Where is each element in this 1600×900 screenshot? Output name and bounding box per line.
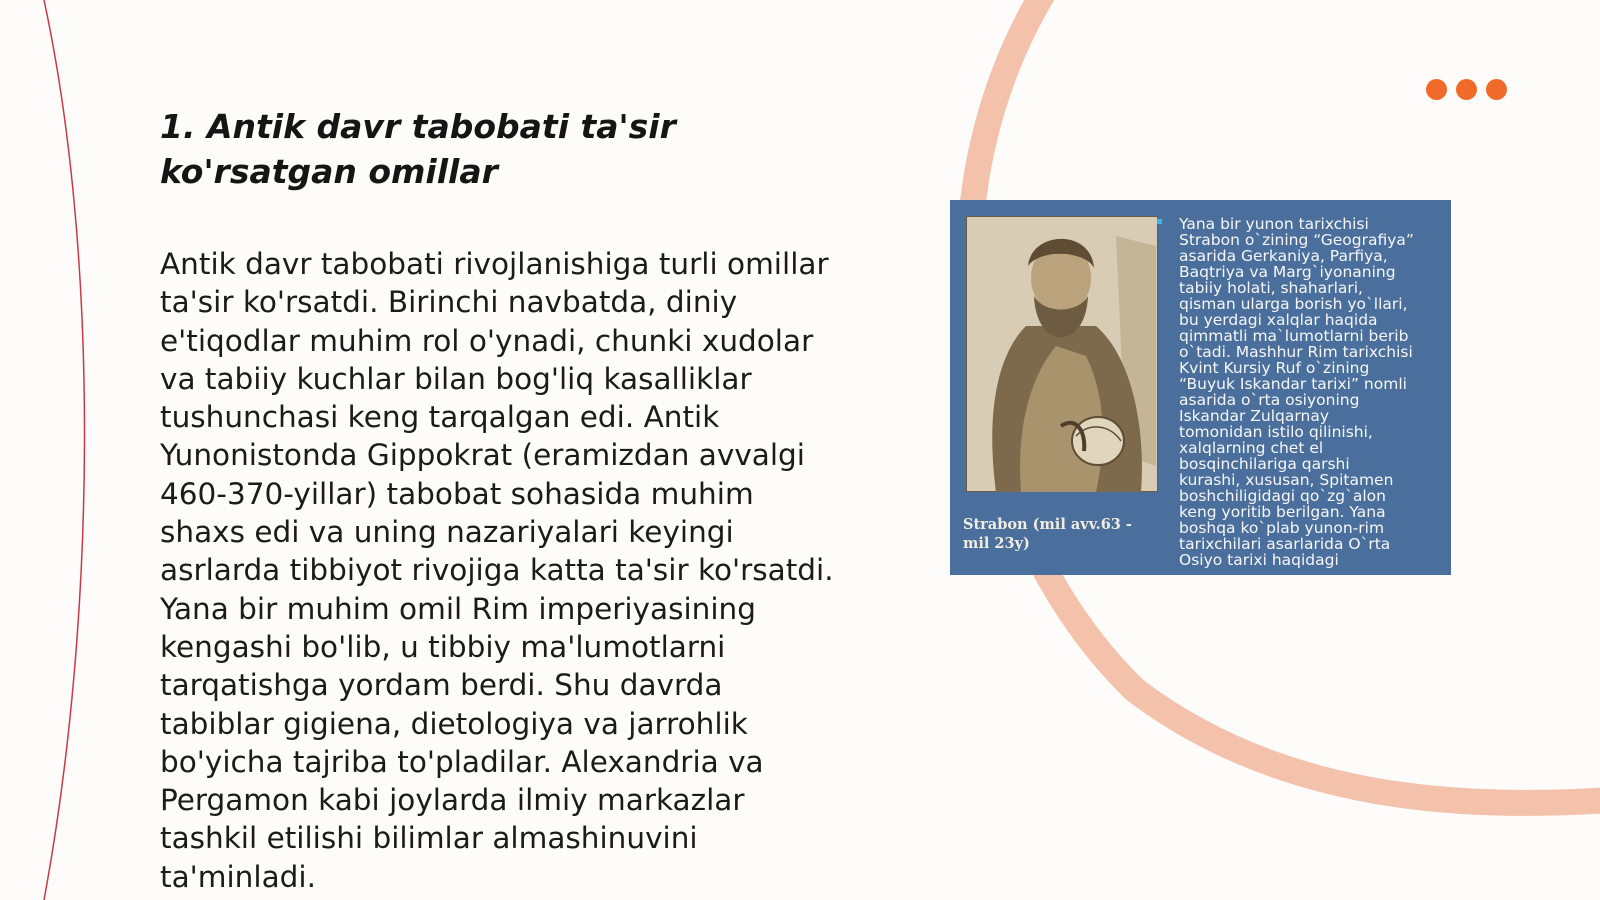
panel-line: Osiyo tarixi haqidagi: [1179, 551, 1339, 569]
caption-line: Strabon (mil avv.63 -: [963, 516, 1132, 533]
body-line: kengashi bo'lib, u tibbiy ma'lumotlarni: [160, 629, 726, 664]
title-line: ko'rsatgan omillar: [160, 152, 498, 191]
slide-title: [160, 104, 780, 194]
body-line: tabiblar gigiena, dietologiya va jarrohlik: [160, 706, 748, 741]
title-line: 1. Antik davr tabobati ta'sir: [160, 107, 676, 146]
body-line: e'tiqodlar muhim rol o'ynadi, chunki xudolar: [160, 323, 814, 358]
panel-line: o`tadi. Mashhur Rim tarixchisi: [1179, 343, 1413, 361]
panel-line: keng yoritib berilgan. Yana: [1179, 503, 1386, 521]
panel-description: [1179, 216, 1447, 568]
embedded-image-panel: [950, 200, 1451, 575]
panel-line: tomonidan istilo qilinishi,: [1179, 423, 1373, 441]
body-line: ta'minladi.: [160, 859, 316, 894]
panel-line: qisman ularga borish yo`llari,: [1179, 295, 1408, 313]
panel-line: Iskandar Zulqarnay: [1179, 407, 1329, 425]
body-line: tarqatishga yordam berdi. Shu davrda: [160, 668, 723, 703]
panel-line: qimmatli ma`lumotlarni berib: [1179, 327, 1409, 345]
body-paragraph: [160, 245, 860, 896]
panel-line: tabiiy holati, shaharlari,: [1179, 279, 1363, 297]
decorative-dots: [1426, 79, 1507, 100]
panel-line: asarida o`rta osiyoning: [1179, 391, 1360, 409]
body-line: Yunonistonda Gippokrat (eramizdan avvalgi: [160, 438, 805, 473]
panel-line: Kvint Kursiy Ruf o`zining: [1179, 359, 1370, 377]
body-line: Pergamon kabi joylarda ilmiy markazlar: [160, 783, 745, 818]
portrait-caption: [963, 515, 1173, 553]
body-line: Yana bir muhim omil Rim imperiyasining: [160, 591, 756, 626]
panel-line: boshqa ko`plab yunon-rim: [1179, 519, 1385, 537]
panel-line: bu yerdagi xalqlar haqida: [1179, 311, 1378, 329]
body-line: 460-370-yillar) tabobat sohasida muhim: [160, 476, 754, 511]
bullet-marker: [1157, 219, 1162, 224]
dot: [1456, 79, 1477, 100]
panel-line: xalqlarning chet el: [1179, 439, 1324, 457]
body-line: shaxs edi va uning nazariyalari keyingi: [160, 515, 734, 550]
body-line: tashkil etilishi bilimlar almashinuvini: [160, 821, 698, 856]
panel-line: Baqtriya va Marg`iyonaning: [1179, 263, 1396, 281]
body-line: tushunchasi keng tarqalgan edi. Antik: [160, 400, 720, 435]
panel-line: kurashi, xususan, Spitamen: [1179, 471, 1394, 489]
panel-line: boshchiligidagi qo`zg`alon: [1179, 487, 1386, 505]
caption-line: mil 23y): [963, 535, 1030, 552]
panel-line: tarixchilari asarlarida O`rta: [1179, 535, 1391, 553]
strabon-portrait: [966, 216, 1158, 492]
panel-line: bosqinchilariga qarshi: [1179, 455, 1350, 473]
body-line: Antik davr tabobati rivojlanishiga turli omillar: [160, 247, 829, 281]
body-line: ta'sir ko'rsatdi. Birinchi navbatda, diniy: [160, 285, 738, 320]
body-line: va tabiiy kuchlar bilan bog'liq kasalliklar: [160, 361, 752, 396]
body-line: asrlarda tibbiyot rivojiga katta ta'sir ko'rsatdi.: [160, 553, 834, 588]
dot: [1486, 79, 1507, 100]
panel-line: “Buyuk Iskandar tarixi” nomli: [1179, 375, 1407, 393]
dot: [1426, 79, 1447, 100]
panel-line: Strabon o`zining “Geografiya”: [1179, 231, 1414, 249]
panel-line: asarida Gerkaniya, Parfiya,: [1179, 247, 1388, 265]
body-line: bo'yicha tajriba to'pladilar. Alexandria va: [160, 744, 764, 779]
panel-line: Yana bir yunon tarixchisi: [1179, 215, 1369, 233]
edge-curve: [44, 0, 85, 900]
